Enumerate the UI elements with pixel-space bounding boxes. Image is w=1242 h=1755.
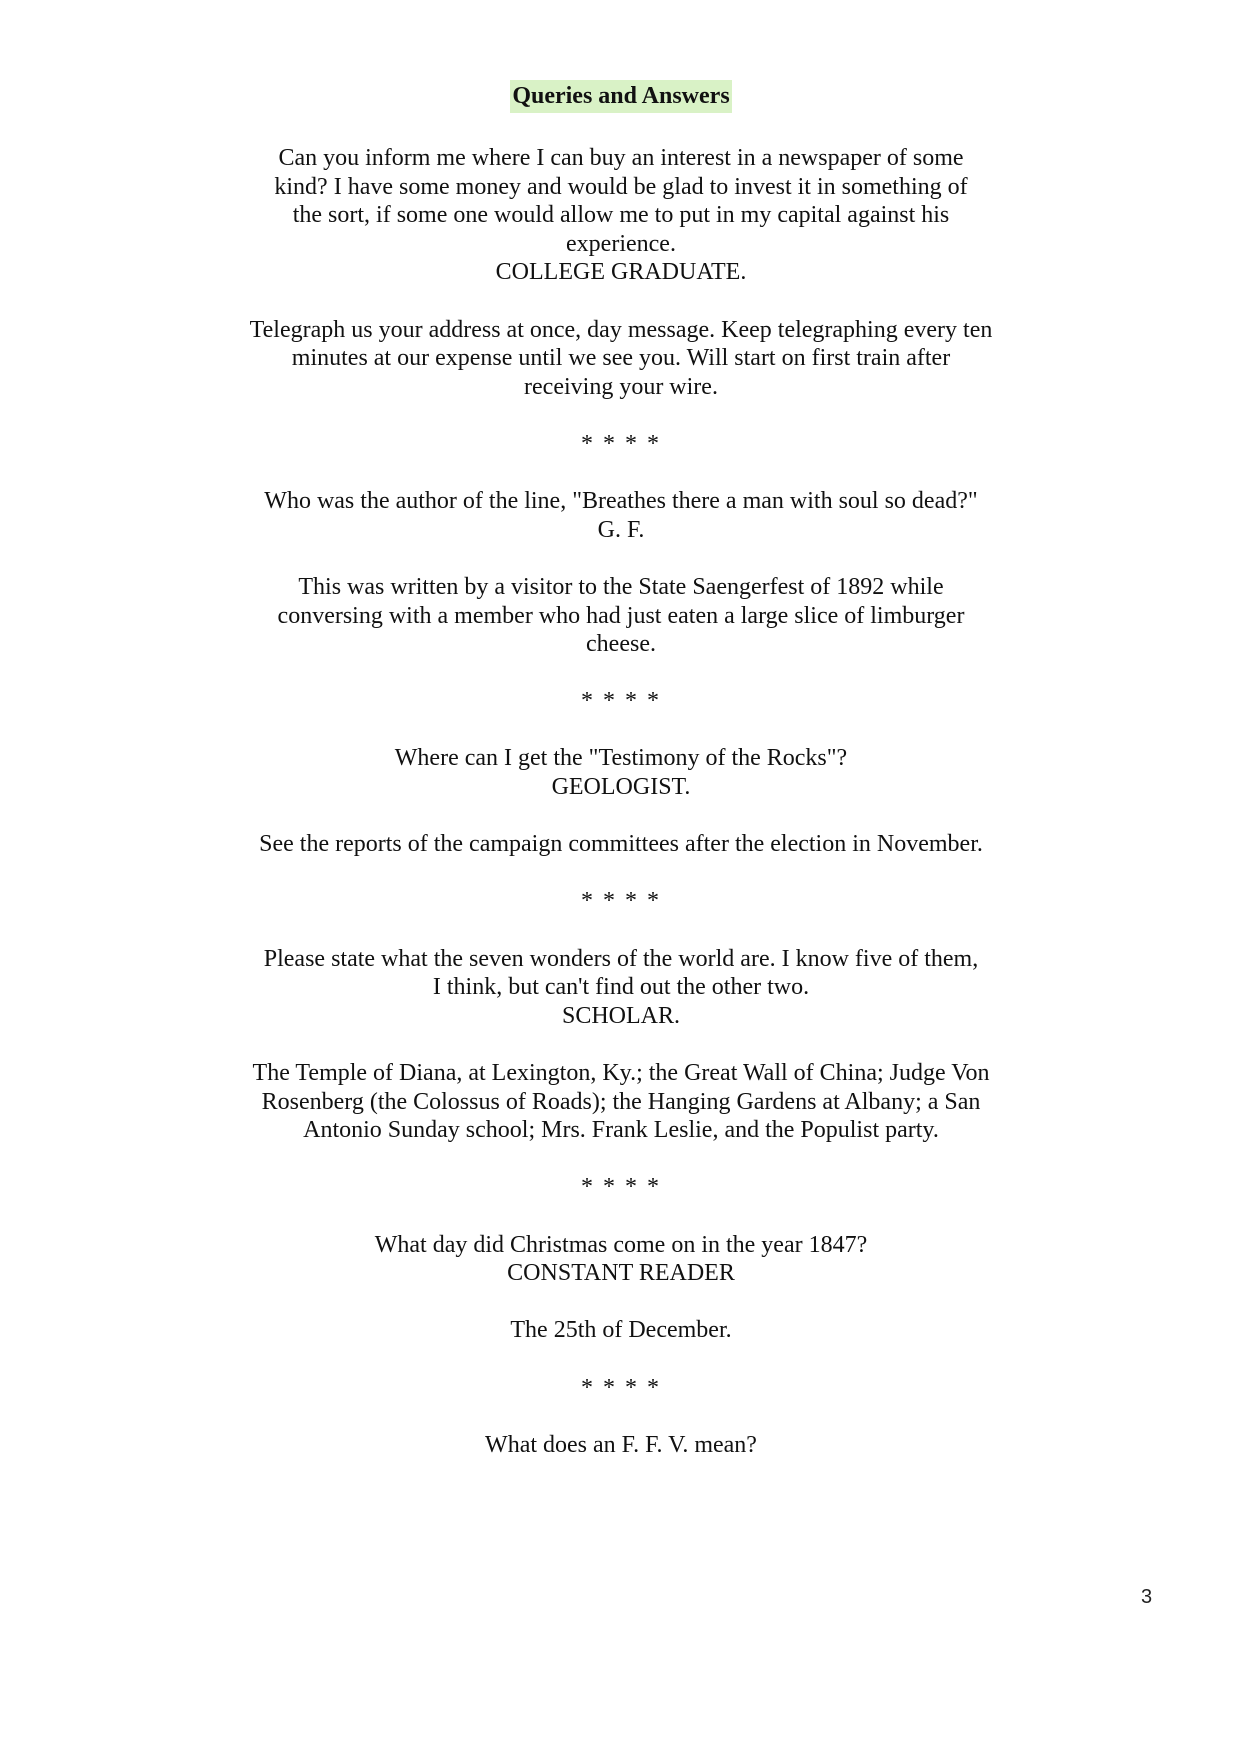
query-text: Please state what the seven wonders of the world are. I know five of them, I think, but can't find out the other two. bbox=[263, 945, 979, 1001]
spacer bbox=[221, 459, 1021, 488]
query-text: Can you inform me where I can buy an interest in a newspaper of some kind? I have some money and would be glad to invest it in something of the sort, if some one would allow me to put in my capital against his experience. bbox=[274, 145, 968, 257]
section-separator: * * * * bbox=[581, 1374, 661, 1401]
section-separator: * * * * bbox=[581, 688, 661, 715]
section-separator: * * * * bbox=[581, 888, 661, 915]
spacer bbox=[221, 1202, 1021, 1231]
spacer bbox=[221, 287, 1021, 316]
page-title: Queries and Answers bbox=[510, 80, 731, 113]
query-signature: COLLEGE GRADUATE. bbox=[495, 259, 747, 286]
spacer bbox=[221, 544, 1021, 573]
answer-text: This was written by a visitor to the State Saengerfest of 1892 while conversing with a member who had just eaten a large slice of limburger cheese. bbox=[277, 573, 965, 658]
query-signature: GEOLOGIST. bbox=[551, 774, 691, 801]
spacer bbox=[221, 401, 1021, 430]
query-signature: CONSTANT READER bbox=[507, 1260, 735, 1287]
spacer bbox=[221, 1030, 1021, 1059]
spacer bbox=[221, 916, 1021, 945]
qa-column bbox=[221, 144, 1021, 1459]
query-signature: G. F. bbox=[597, 516, 645, 543]
query-text: Who was the author of the line, "Breathes there a man with soul so dead?" bbox=[264, 488, 978, 515]
query-signature: SCHOLAR. bbox=[561, 1002, 681, 1029]
query-text: Where can I get the "Testimony of the Rocks"? bbox=[394, 745, 848, 772]
answer-text: See the reports of the campaign committees after the election in November. bbox=[259, 831, 983, 858]
page-number: 3 bbox=[1141, 1586, 1153, 1608]
section-separator: * * * * bbox=[581, 430, 661, 457]
query-text: What does an F. F. V. mean? bbox=[485, 1431, 757, 1458]
spacer bbox=[221, 716, 1021, 745]
answer-text: The 25th of December. bbox=[510, 1317, 732, 1344]
spacer bbox=[221, 1345, 1021, 1374]
title-container bbox=[0, 80, 1242, 113]
spacer bbox=[221, 859, 1021, 888]
spacer bbox=[221, 1402, 1021, 1431]
answer-text: The Temple of Diana, at Lexington, Ky.; the Great Wall of China; Judge Von Rosenberg (the Colossus of Roads); the Hanging Gardens at Albany; a San Antonio Sunday school; Mrs. Frank Leslie, and the Populist party. bbox=[252, 1060, 990, 1144]
answer-text: Telegraph us your address at once, day message. Keep telegraphing every ten minutes at our expense until we see you. Will start on first train after receiving your wire. bbox=[249, 316, 993, 400]
spacer bbox=[221, 659, 1021, 688]
spacer bbox=[221, 1145, 1021, 1174]
spacer bbox=[221, 1288, 1021, 1317]
section-separator: * * * * bbox=[581, 1174, 661, 1201]
spacer bbox=[221, 802, 1021, 831]
query-text: What day did Christmas come on in the year 1847? bbox=[374, 1231, 868, 1258]
